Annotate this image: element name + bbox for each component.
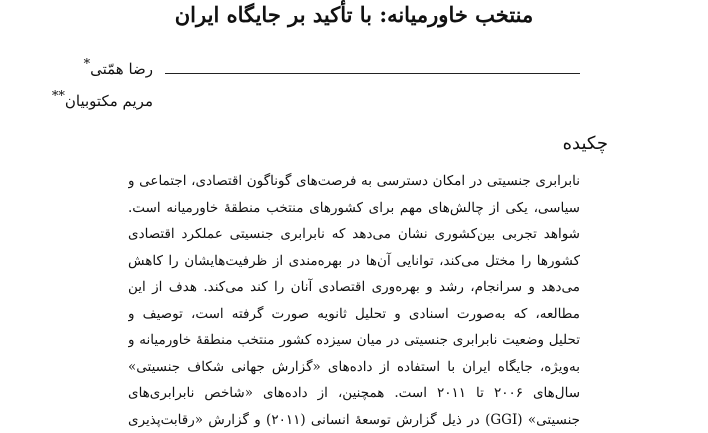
abstract-line: تحلیل وضعیت نابرابری جنسیتی در میان سیزده کشور منتخب منطقهٔ خاورمیانه و	[128, 327, 580, 354]
abstract-line: سال‌های ۲۰۰۶ تا ۲۰۱۱ است. همچنین، از داده‌های «شاخص نابرابری‌های	[128, 380, 580, 407]
author-1-name: رضا همّتی	[90, 60, 153, 78]
abstract-line: جنسیتی» (GGI) در ذیل گزارش توسعهٔ انسانی (۲۰۱۱) و گزارش «رقابت‌پذیری	[128, 407, 580, 433]
abstract-line: نابرابری جنسیتی در امکان دسترسی به فرصت‌های گوناگون اقتصادی، اجتماعی و	[128, 168, 580, 195]
abstract-body	[128, 168, 580, 433]
author-1-footnote-mark: *	[84, 57, 91, 72]
abstract-line: به‌ویژه، جایگاه ایران با استفاده از داده‌های «گزارش جهانی شکاف جنسیتی»	[128, 354, 580, 381]
abstract-line: کشورها را مختل می‌کند، توانایی آن‌ها در بهره‌مندی از ظرفیت‌هایشان را کاهش	[128, 248, 580, 275]
paper-title: منتخب خاورمیانه: با تأکید بر جایگاه ایران	[0, 2, 708, 27]
abstract-line: شواهد تجربی بین‌کشوری نشان می‌دهد که نابرابری جنسیتی عملکرد اقتصادی	[128, 221, 580, 248]
author-1	[84, 60, 153, 78]
author-2-footnote-mark: **	[52, 89, 65, 104]
author-divider-rule	[165, 73, 580, 74]
abstract-line: مطالعه، که به‌صورت اسنادی و تحلیل ثانویه صورت گرفته است، توصیف و	[128, 301, 580, 328]
abstract-heading: چکیده	[563, 133, 608, 154]
abstract-line: سیاسی، یکی از چالش‌های مهم برای کشورهای منتخب منطقهٔ خاورمیانه است.	[128, 195, 580, 222]
author-2-name: مریم مکتوبیان	[65, 92, 153, 110]
abstract-line: می‌دهد و سرانجام، رشد و بهره‌وری اقتصادی آنان را کند می‌کند. هدف از این	[128, 274, 580, 301]
author-2	[52, 92, 153, 110]
